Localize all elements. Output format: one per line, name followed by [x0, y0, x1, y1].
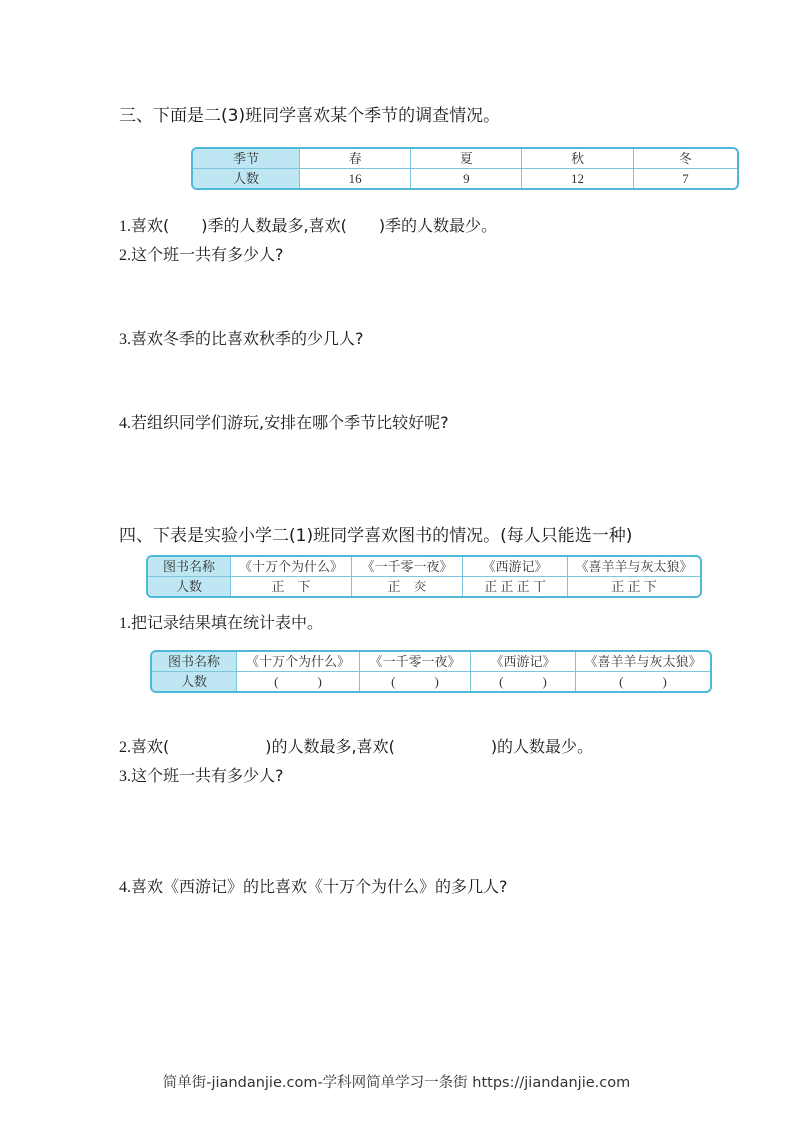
question-1: [119, 610, 323, 633]
table-cell: 《一千零一夜》: [352, 557, 463, 577]
question-text: 这个班一共有多少人?: [131, 245, 284, 264]
question-number: 2.: [119, 739, 131, 756]
question-text: 把记录结果填在统计表中。: [131, 613, 324, 632]
table-cell: 《西游记》: [471, 652, 576, 672]
table-cell: 《十万个为什么》: [237, 652, 360, 672]
question-4: [119, 410, 449, 433]
table-cell: 《喜羊羊与灰太狼》: [576, 652, 710, 672]
footer-watermark: 简单街-jiandanjie.com-学科网简单学习一条街 https://jiandanjie.com: [162, 1075, 631, 1091]
table-header-cell: 图书名称: [152, 652, 237, 672]
table-header-cell: 人数: [193, 169, 300, 188]
blank-cell: ( ): [471, 672, 576, 691]
question-number: 3.: [119, 331, 131, 348]
question-text: 若组织同学们游玩,安排在哪个季节比较好呢?: [131, 413, 449, 432]
section4-heading: 四、下表是实验小学二(1)班同学喜欢图书的情况。(每人只能选一种): [119, 526, 633, 546]
question-3: [119, 326, 364, 349]
question-3: [119, 763, 284, 786]
tally-cell: 正 下: [231, 577, 352, 596]
table-cell: 12: [522, 169, 633, 188]
question-1: [119, 213, 497, 236]
question-4: [119, 874, 508, 897]
section3-heading: 三、下面是二(3)班同学喜欢某个季节的调查情况。: [119, 106, 501, 126]
table-cell: 《十万个为什么》: [231, 557, 352, 577]
table-cell: 夏: [411, 149, 522, 169]
question-2: [119, 242, 284, 265]
question-number: 2.: [119, 247, 131, 264]
table-header-cell: 季节: [193, 149, 300, 169]
question-text: 喜欢《西游记》的比喜欢《十万个为什么》的多几人?: [131, 877, 508, 896]
table-header-cell: 人数: [148, 577, 231, 596]
question-number: 4.: [119, 879, 131, 896]
blank-cell: ( ): [619, 674, 667, 689]
question-2: [119, 734, 593, 757]
table-cell: 冬: [634, 149, 737, 169]
season-survey-table: [191, 147, 739, 190]
question-text: 喜欢( )的人数最多,喜欢( )的人数最少。: [131, 737, 594, 756]
table-cell: 《西游记》: [463, 557, 568, 577]
question-text: 喜欢冬季的比喜欢秋季的少几人?: [131, 329, 364, 348]
question-text: 喜欢( )季的人数最多,喜欢( )季的人数最少。: [131, 216, 498, 235]
table-cell: 16: [300, 169, 411, 188]
book-stat-table: [150, 650, 712, 693]
question-number: 1.: [119, 615, 131, 632]
blank-cell: ( ): [360, 672, 471, 691]
table-cell: 7: [682, 171, 689, 186]
tally-cell: 正 𤆍: [352, 577, 463, 596]
tally-cell: 正 正 下: [611, 579, 657, 594]
blank-cell: ( ): [237, 672, 360, 691]
table-cell: 春: [300, 149, 411, 169]
table-header-cell: 图书名称: [148, 557, 231, 577]
table-cell: 秋: [522, 149, 633, 169]
table-cell: 《一千零一夜》: [360, 652, 471, 672]
question-number: 3.: [119, 768, 131, 785]
question-text: 这个班一共有多少人?: [131, 766, 284, 785]
tally-cell: 正 正 正 丅: [463, 577, 568, 596]
table-cell: 9: [411, 169, 522, 188]
question-number: 4.: [119, 415, 131, 432]
table-header-cell: 人数: [152, 672, 237, 691]
book-tally-table: [146, 555, 702, 598]
question-number: 1.: [119, 218, 131, 235]
table-cell: 《喜羊羊与灰太狼》: [568, 557, 700, 577]
